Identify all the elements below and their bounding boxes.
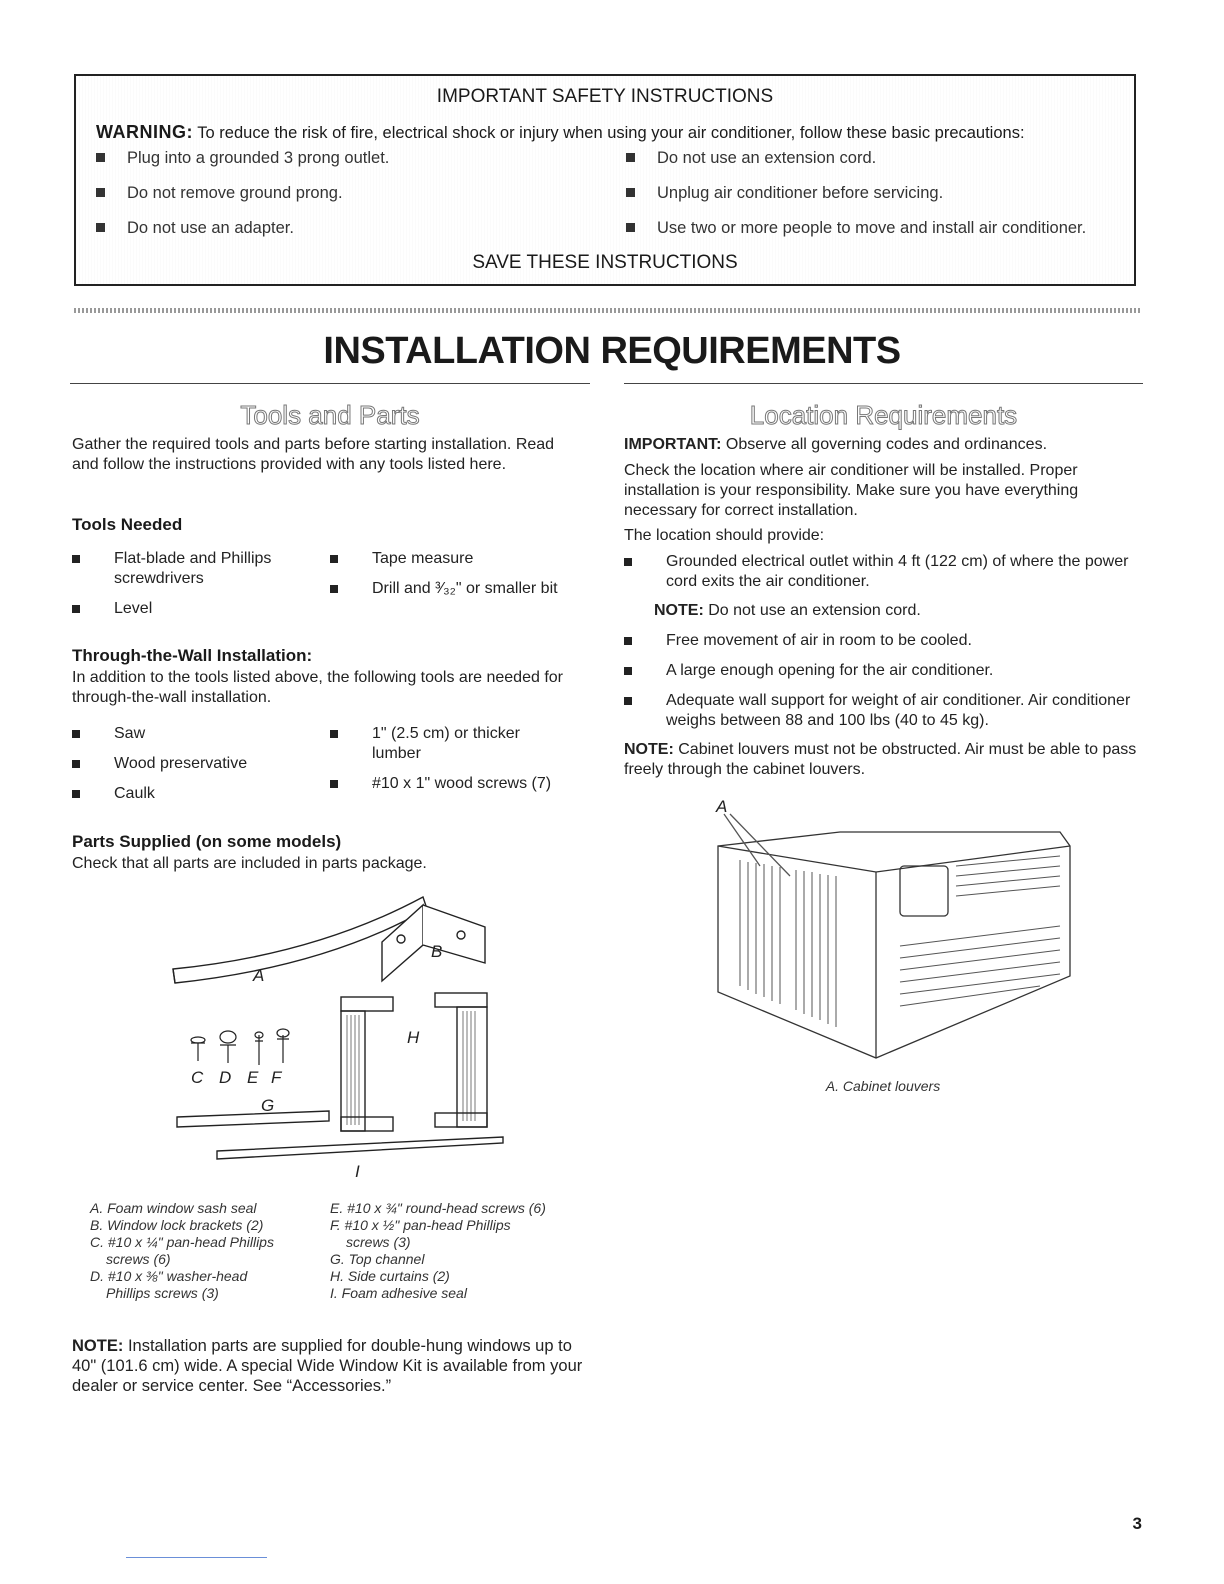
label-e: E — [247, 1068, 259, 1087]
tool-item: Drill and ³⁄₃₂" or smaller bit — [330, 579, 622, 599]
right-rule — [624, 383, 1143, 384]
safety-box — [74, 74, 1136, 286]
location-item-note — [654, 601, 1134, 621]
location-heading: Location Requirements — [749, 400, 1018, 430]
warning-text: To reduce the risk of fire, electrical shock or injury when using your air conditioner, follow these basic precautions: — [197, 124, 1025, 142]
item-note-label: NOTE: — [654, 602, 704, 619]
parts-note — [72, 1336, 592, 1396]
label-c: C — [191, 1068, 204, 1087]
caption: E. #10 x ¾" round-head screws (6) — [330, 1200, 546, 1216]
parts-diagram — [165, 885, 510, 1180]
footer-line — [126, 1557, 267, 1558]
tool-item: Tape measure — [330, 549, 622, 569]
caption: B. Window lock brackets (2) — [90, 1217, 264, 1233]
safety-item: Use two or more people to move and install air conditioner. — [626, 219, 1086, 238]
note-text: Installation parts are supplied for double-hung windows up to 40" (101.6 cm) wide. A special Wide Window Kit is available from your dealer or service center. See “Accessories.” — [72, 1337, 583, 1395]
caption: I. Foam adhesive seal — [330, 1285, 467, 1301]
caption: D. #10 x ⅜" washer-head — [90, 1268, 248, 1284]
safety-item: Do not use an adapter. — [96, 219, 294, 238]
figure-caption: A. Cabinet louvers — [825, 1078, 941, 1094]
caption: screws (3) — [346, 1234, 411, 1250]
save-instructions: SAVE THESE INSTRUCTIONS — [472, 252, 738, 273]
left-rule — [70, 383, 590, 384]
label-h: H — [407, 1028, 420, 1047]
location-provide: The location should provide: — [624, 527, 825, 544]
location-item: Adequate wall support for weight of air conditioner. Air conditioner weighs between 88 and 100 lbs (40 to 45 kg). — [624, 691, 1144, 731]
location-item: Grounded electrical outlet within 4 ft (122 cm) of where the power cord exits the air conditioner. — [624, 552, 1144, 592]
location-item: Free movement of air in room to be cooled. — [624, 631, 1144, 651]
figure-label-a: A — [716, 797, 728, 816]
item-note-text: Do not use an extension cord. — [708, 602, 921, 619]
captions-right — [330, 1200, 580, 1302]
tools-needed-title: Tools Needed — [72, 515, 183, 534]
caption: Phillips screws (3) — [106, 1285, 219, 1301]
wall-tool-item: #10 x 1" wood screws (7) — [330, 774, 622, 794]
safety-item: Do not use an extension cord. — [626, 149, 876, 168]
caption: H. Side curtains (2) — [330, 1268, 450, 1284]
safety-item: Unplug air conditioner before servicing. — [626, 184, 943, 203]
label-d: D — [219, 1068, 232, 1087]
page-title: INSTALLATION REQUIREMENTS — [323, 330, 901, 372]
wall-intro: In addition to the tools listed above, the following tools are needed for through-the-wall installation. — [72, 669, 563, 706]
caption: F. #10 x ½" pan-head Phillips — [330, 1217, 511, 1233]
wall-tool-item: 1" (2.5 cm) or thicker lumber — [330, 724, 572, 764]
label-a: A — [253, 966, 265, 985]
note-label: NOTE: — [72, 1337, 124, 1355]
wall-title: Through-the-Wall Installation: — [72, 646, 313, 665]
tools-intro: Gather the required tools and parts before starting installation. Read and follow the instructions provided with any tools listed here. — [72, 436, 555, 473]
tool-item: Level — [72, 599, 344, 619]
safety-item: Plug into a grounded 3 prong outlet. — [96, 149, 389, 168]
warning-label: WARNING: — [96, 122, 193, 142]
tools-heading: Tools and Parts — [240, 400, 420, 430]
caption: A. Foam window sash seal — [90, 1200, 257, 1216]
parts-intro: Check that all parts are included in parts package. — [72, 855, 427, 872]
label-g: G — [261, 1096, 275, 1115]
wall-tool-item: Wood preservative — [72, 754, 314, 774]
caption: G. Top channel — [330, 1251, 425, 1267]
location-note-text: Cabinet louvers must not be obstructed. Air must be able to pass freely through the cabinet louvers. — [624, 741, 1137, 778]
important-text: Observe all governing codes and ordinances. — [725, 436, 1048, 453]
caption: C. #10 x ¼" pan-head Phillips — [90, 1234, 274, 1250]
wall-tool-item: Saw — [72, 724, 314, 744]
safety-title: IMPORTANT SAFETY INSTRUCTIONS — [436, 86, 774, 107]
location-note-label: NOTE: — [624, 741, 674, 758]
caption: screws (6) — [106, 1251, 171, 1267]
safety-item: Do not remove ground prong. — [96, 184, 343, 203]
location-note — [624, 740, 1142, 780]
warning-line — [96, 122, 1025, 143]
location-item: A large enough opening for the air conditioner. — [624, 661, 1144, 681]
dotted-divider — [74, 308, 1142, 313]
location-important — [624, 435, 1139, 455]
location-check: Check the location where air conditioner will be installed. Proper installation is your responsibility. Make sure you have everything necessary for correct installation. — [624, 462, 1079, 519]
label-b: B — [431, 942, 443, 961]
label-f: F — [271, 1068, 282, 1087]
wall-tool-item: Caulk — [72, 784, 314, 804]
label-i: I — [355, 1162, 360, 1180]
page-number: 3 — [1132, 1514, 1142, 1533]
parts-title: Parts Supplied (on some models) — [72, 832, 342, 851]
captions-left — [90, 1200, 320, 1302]
important-label: IMPORTANT: — [624, 436, 722, 453]
air-conditioner-illustration — [700, 796, 1080, 1068]
tool-item: Flat-blade and Phillips screwdrivers — [72, 549, 344, 589]
